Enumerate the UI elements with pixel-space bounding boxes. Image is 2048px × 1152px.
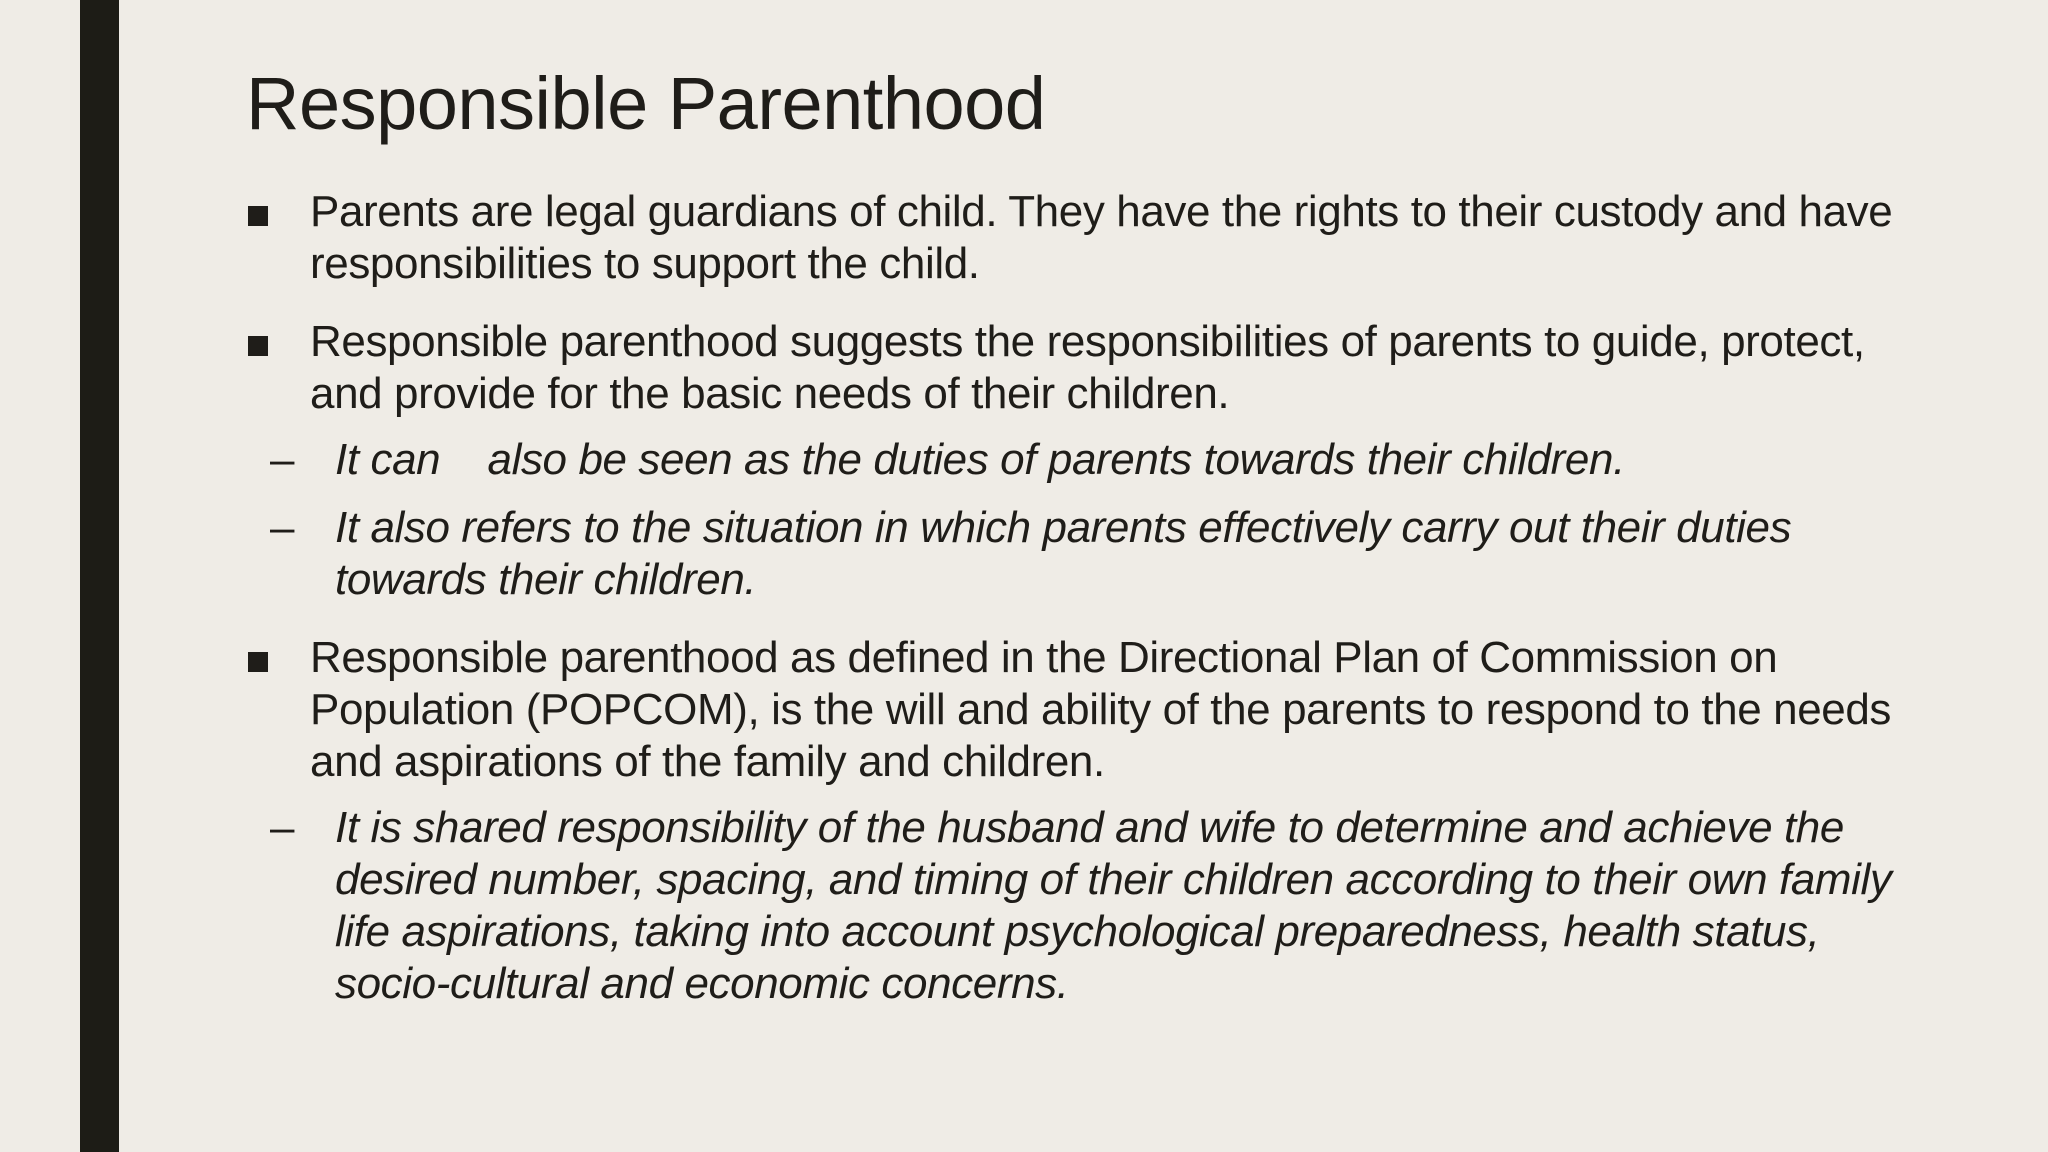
bullet-text: Responsible parenthood suggests the responsibilities of parents to guide, protect, and provide for the basic needs of their children. <box>310 317 1865 418</box>
slide-title: Responsible Parenthood <box>246 62 1046 145</box>
square-bullet-icon <box>248 336 268 356</box>
sub-bullet-item <box>246 434 1946 486</box>
square-bullet-icon <box>248 206 268 226</box>
bullet-item <box>246 632 1946 1010</box>
sub-bullet-list <box>246 434 1946 606</box>
dash-bullet-icon: – <box>270 803 295 852</box>
sub-bullet-text: It also refers to the situation in which parents effectively carry out their duties towards their children. <box>335 503 1792 604</box>
square-bullet-icon <box>248 652 268 672</box>
bullet-item <box>246 186 1946 290</box>
sub-bullet-list <box>246 802 1946 1010</box>
sub-bullet-item <box>246 502 1946 606</box>
bullet-text: Parents are legal guardians of child. They have the rights to their custody and have responsibilities to support the child. <box>310 187 1893 288</box>
sub-bullet-item <box>246 802 1946 1010</box>
sub-bullet-text: It is shared responsibility of the husband and wife to determine and achieve the desired number, spacing, and timing of their children according to their own family life aspirations, taking into account psychological preparedness, health status, socio-cultural and economic concerns. <box>335 803 1892 1008</box>
dash-bullet-icon: – <box>270 503 295 552</box>
sub-bullet-text: It can also be seen as the duties of parents towards their children. <box>335 435 1625 484</box>
bullet-item <box>246 316 1946 606</box>
bullet-text: Responsible parenthood as defined in the Directional Plan of Commission on Population (POPCOM), is the will and ability of the parents to respond to the needs and aspirations of the family and children. <box>310 633 1892 786</box>
accent-bar <box>80 0 119 1152</box>
slide-content <box>246 186 1946 1036</box>
dash-bullet-icon: – <box>270 435 295 484</box>
